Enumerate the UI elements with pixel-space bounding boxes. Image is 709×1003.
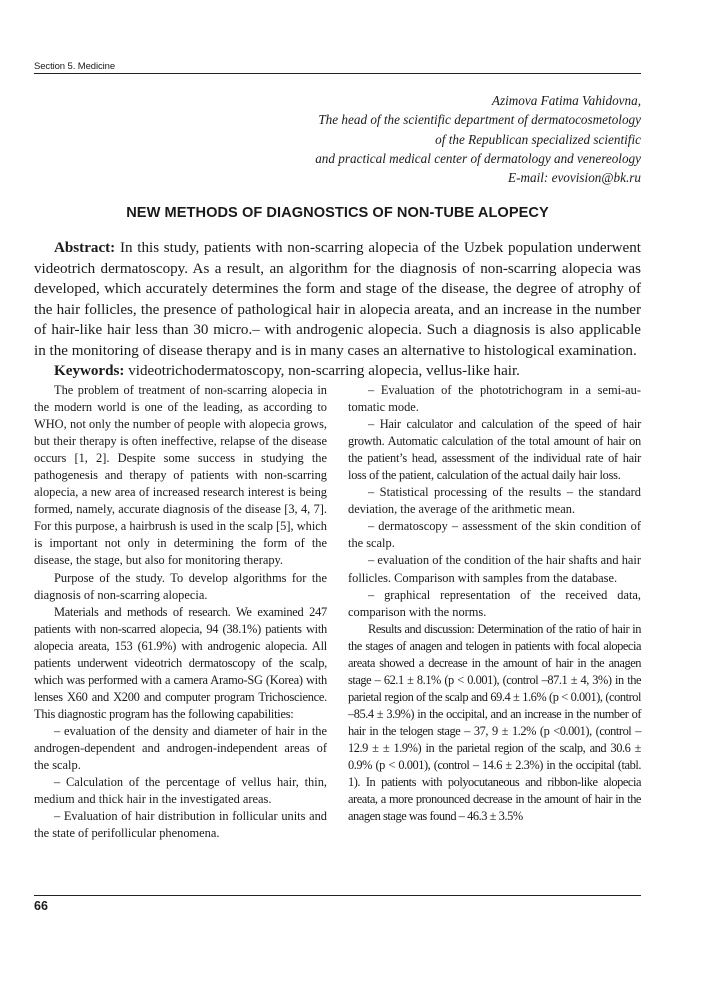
article-title: NEW METHODS OF DIAGNOSTICS OF NON-TUBE ALOPECY [126,205,549,221]
page-number: 66 [34,899,48,913]
author-affiliation-line: The head of the scientific department of dermatocosmetology [318,112,641,128]
list-item: – evaluation of the condition of the hair shafts and hair follicles. Comparison with samples from the database. [348,553,641,585]
list-item: – Hair calculator and calculation of the speed of hair growth. Automatic calculation of the total amount of hair on the patient’s head, assessment of the individual rate of hair loss of the patient, calculation of the actual daily hair loss. [348,417,641,483]
keywords-text: videotrichodermatoscopy, non-scarring alopecia, vellus-like hair. [124,363,520,379]
body-paragraph: Materials and methods of research. We examined 247 patients with non-scarred alopecia, 94 (38.1%) patients with alopecia areata, 153 (61.9%) with androgenic alopecia. All patients underwent videotrich dermatoscopy of the scalp, which was performed with a camera Aramo-SG (Korea) with lenses X60 and X200 and computer program Trichoscience. This diagnostic program has the following capabilities: [34,604,327,721]
footer-rule [34,895,641,896]
list-item: – Evaluation of hair distribution in follicular units and the state of perifollicular phenomena. [34,809,327,841]
body-paragraph: Results and discussion: Determination of the ratio of hair in the stages of anagen and telogen in patients with focal alopecia areata showed a decrease in the amount of hair in the anagen stage – 62.1 ± 8.1% (p < 0.001), (control –87.1 ± 4, 3%) in the parietal region of the scalp and 69.4 ± 1.6% (p < 0.001), (control –85.4 ± 3.9%) in the occipital, and an increase in the number of hair in the telogen stage – 37, 9 ± 1.2% (p <0.001), (control – 12.9 ± ± 1.9%) in the parietal region of the scalp, and 30.6 ± 0.9% (p < 0.001), (control – 14.6 ± 2.3%) in the occipital (tabl. 1). In patients with polyocutaneous and ribbon-like alopecia areata, a more pronounced decrease in the amount of hair in the anagen stage was found – 46.3 ± 3.5% [348,621,641,824]
author-email: E-mail: evovision@bk.ru [508,170,641,186]
list-item: – dermatoscopy – assessment of the skin condition of the scalp. [348,519,641,551]
abstract-label: Abstract: [54,240,116,256]
author-name: Azimova Fatima Vahidovna, [491,93,641,108]
abstract-paragraph [34,238,641,361]
author-block [181,91,641,187]
list-item: – evaluation of the density and diameter of hair in the androgen-dependent and androgen-independent areas of the scalp. [34,723,327,773]
list-item: – Calculation of the percentage of vellus hair, thin, medium and thick hair in the investigated areas. [34,775,327,807]
list-item: – Statistical processing of the results – the standard deviation, the average of the arithmetic mean. [348,485,641,517]
keywords-paragraph [34,361,641,382]
header-rule [34,73,641,74]
author-affiliation-line: and practical medical center of dermatology and venereology [315,150,641,166]
abstract-text: In this study, patients with non-scarring alopecia of the Uzbek population underwent videotrich dermatoscopy. As a result, an algorithm for the diagnosis of non-scarring alopecia was developed, which accurately determines the form and stage of the disease, the degree of atrophy of the hair follicles, the presence of pathological hair in alopecia areata, and an increase in the number of hair-like hair less than 30 micro.– with androgenic alopecia. Such a diagnosis is also applicable in the monitoring of disease therapy and is in many cases an alternative to histological examination. [34,240,641,359]
list-item: – Evaluation of the phototrichogram in a semi-automatic mode. [348,383,641,415]
body-paragraph: Purpose of the study. To develop algorithms for the diagnosis of non-scarring alopecia. [34,570,327,602]
body-column-left [34,382,327,842]
author-affiliation-line: of the Republican specialized scientific [435,131,641,147]
running-header-section: Section 5. Medicine [34,61,116,72]
list-item: – graphical representation of the received data, comparison with the norms. [348,587,641,619]
keywords-label: Keywords: [54,363,125,379]
body-paragraph: The problem of treatment of non-scarring alopecia in the modern world is one of the leading, as according to WHO, not only the number of people with alopecia grows, but their therapy is often ineffective, relapse of the disease occurs [1, 2]. Despite some success in studying the pathogenesis and therapy of patients with non-scarring alopecia, a new area of increased research interest is being formed, namely, accurate diagnosis of the disease [3, 4, 7]. For this purpose, a hairbrush is used in the scalp [5], which is important not only in determining the form of the disease, the stage, but also for monitoring therapy. [34,383,327,568]
body-column-right [348,382,641,825]
abstract-block [34,238,641,382]
